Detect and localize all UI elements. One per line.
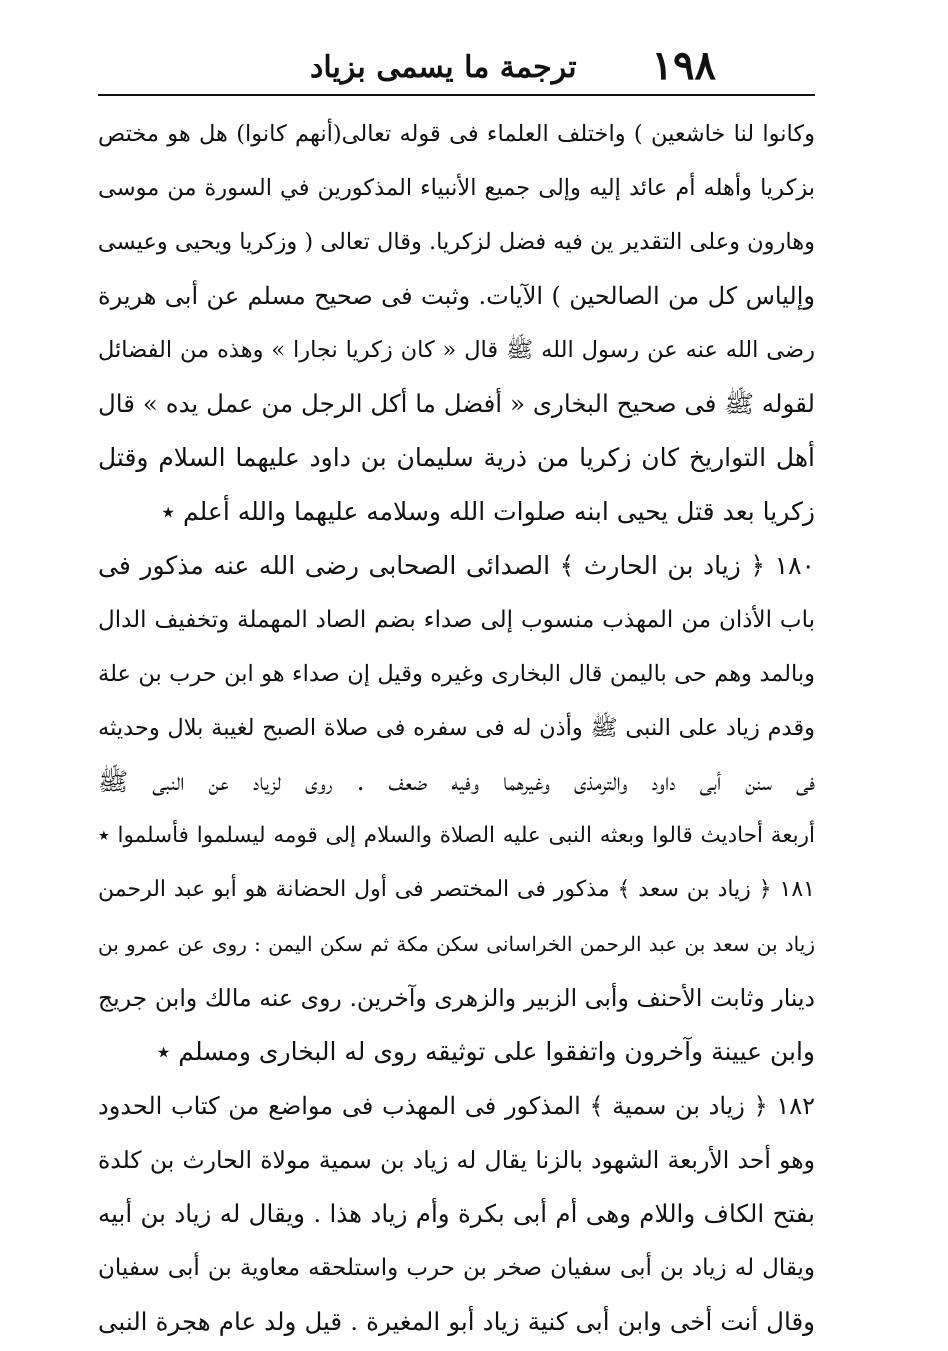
text-line: ويقال له زياد بن أبى سفيان صخر بن حرب واستلحقه معاوية بن أبى سفيان [98,1255,815,1281]
text-line: وإلياس كل من الصالحين ) الآيات. وثبت فى صحيح مسلم عن أبى هريرة [98,282,815,310]
text-line: باب الأذان من المهذب منسوب إلى صداء بضم الصاد المهملة وتخفيف الدال [98,607,815,633]
running-title: ترجمة ما يسمى بزياد [310,50,577,85]
text-line: أربعة أحاديث قالوا وبعثه النبى عليه الصلاة والسلام إلى قومه ليسلموا فأسلموا ٭ [98,823,815,848]
text-line: زكريا بعد قتل يحيى ابنه صلوات الله وسلامه عليهما والله أعلم ٭ [161,497,815,526]
text-line: بزكريا وأهله أم عائد إليه وإلى جميع الأنبياء المذكورين في السورة من موسى [98,175,815,201]
entry-line: ١٨١ ﴿ زياد بن سعد ﴾ مذكور فى المختصر فى أول الحضانة هو أبو عبد الرحمن [98,877,815,902]
text-line: رضى الله عنه عن رسول الله ﷺ قال « كان زكريا نجارا » وهذه من الفضائل [98,337,815,363]
text-line: أهل التواريخ كان زكريا من ذرية سليمان بن داود عليهما السلام وقتل [98,443,815,472]
header-rule [98,94,815,96]
text-line: لقوله ﷺ فى صحيح البخارى « أفضل ما أكل الرجل من عمل يده » قال [98,389,815,418]
text-line: دينار وثابت الأحنف وأبى الزبير والزهرى وآخرين. روى عنه مالك وابن جريج [98,984,815,1012]
text-line: زياد بن سعد بن عبد الرحمن الخراسانى سكن مكة ثم سكن اليمن : روى عن عمرو بن [98,932,815,956]
body-text [98,107,815,1349]
text-line: فى سنن أبى داود والترمذى وغيرهما وفيه ضعف . روى لزياد عن النبى ﷺ [98,767,815,796]
text-line: وكانوا لنا خاشعين ) واختلف العلماء فى قوله تعالى(أنهم كانوا) هل هو مختص [98,121,815,147]
text-line: وهو أحد الأربعة الشهود بالزنا يقال له زياد بن سمية مولاة الحارث بن كلدة [98,1146,815,1174]
text-line: وهارون وعلى التقدير ين فيه فضل لزكريا. وقال تعالى ( وزكريا ويحيى وعيسى [98,229,815,255]
text-line: وقال أنت أخى وابن أبى كنية زياد أبو المغيرة . قيل ولد عام هجرة النبى [98,1307,815,1336]
entry-line: ١٨٠ ﴿ زياد بن الحارث ﴾ الصدائى الصحابى رضى الله عنه مذكور فى [98,551,815,580]
page-number: ١٩٨ [651,42,716,89]
text-line: بفتح الكاف واللام وهى أم أبى بكرة وأم زياد هذا . ويقال له زياد بن أبيه [98,1199,815,1228]
entry-line: ١٨٢ ﴿ زياد بن سمية ﴾ المذكور فى المهذب فى مواضع من كتاب الحدود [98,1092,815,1120]
text-line: وابن عيينة وآخرون واتفقوا على توثيقه روى له البخارى ومسلم ٭ [156,1037,815,1066]
text-line: وقدم زياد على النبى ﷺ وأذن له فى سفره فى صلاة الصبح لغيبة بلال وحديثه [98,715,815,741]
text-line: وبالمد وهم حى باليمن قال البخارى وغيره وقيل إن صداء هو ابن حرب بن علة [98,661,815,687]
